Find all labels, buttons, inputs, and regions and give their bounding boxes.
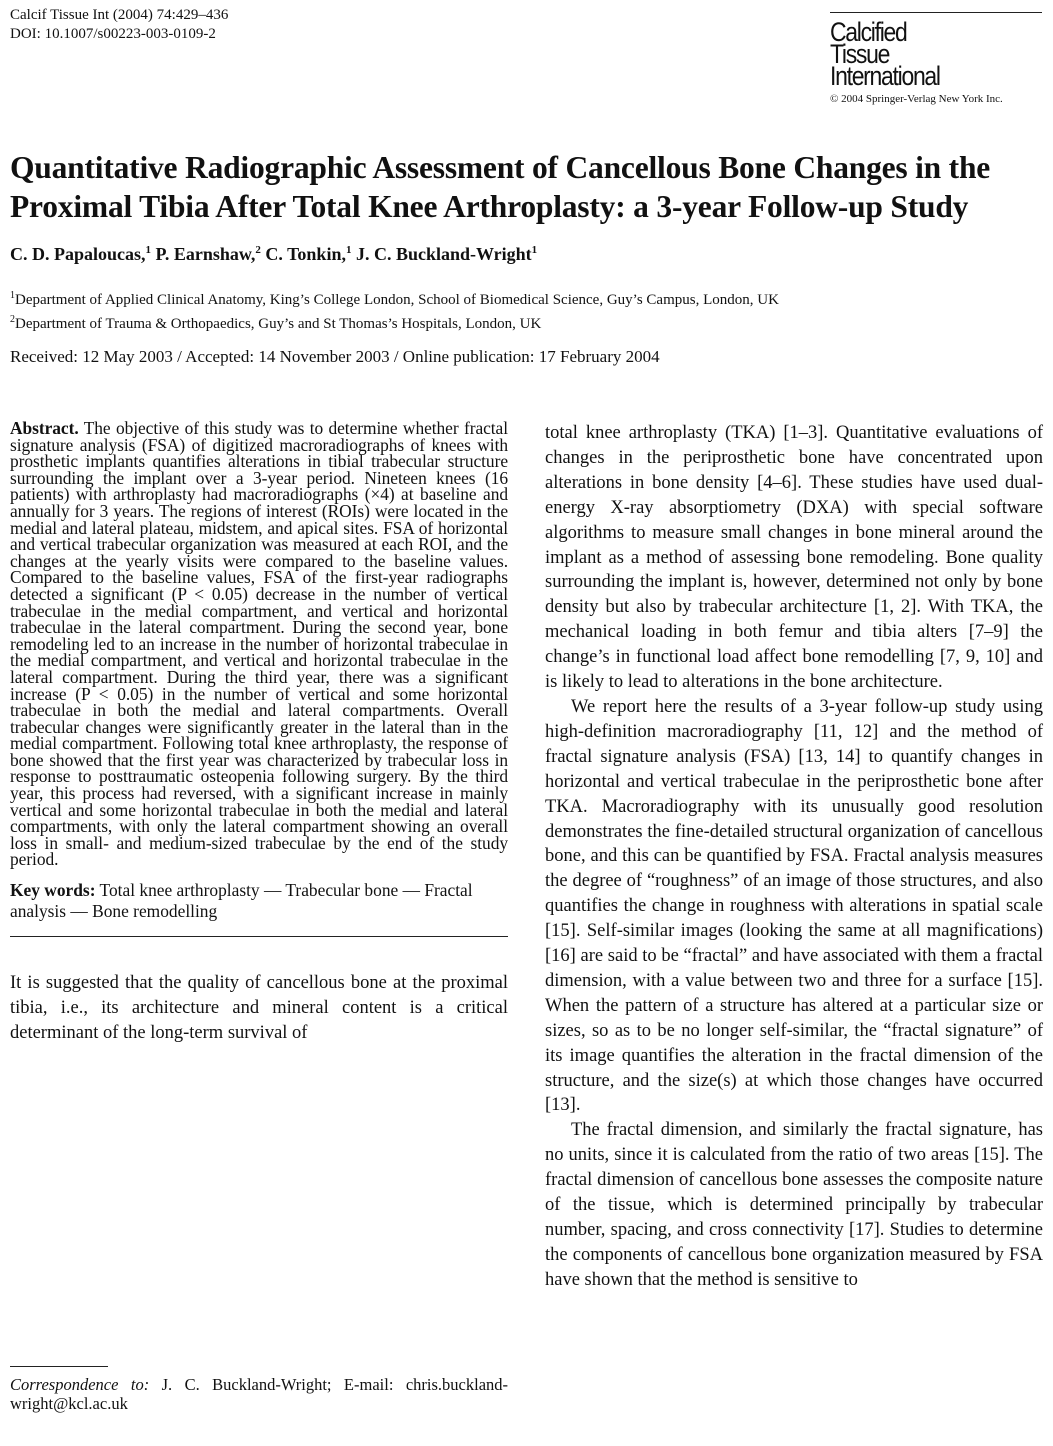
footnote-label: Correspondence to:: [10, 1375, 150, 1394]
author-affiliation-mark: 1: [145, 244, 152, 256]
section-divider: [10, 936, 508, 937]
journal-name-line-2: Tissue: [830, 39, 890, 69]
journal-name-line-1: Calcified: [830, 17, 907, 47]
author: J. C. Buckland-Wright: [355, 244, 532, 264]
right-column: [545, 421, 1043, 1293]
affiliations: [10, 286, 779, 334]
keywords: [10, 880, 508, 922]
body-paragraph: The fractal dimension, and similarly the fractal signature, has no units, since it is calculated from the ratio of two areas [15]. The fractal dimension of cancellous bone assesses the composite nature of the tissue, which is determined principally by trabecular number, spacing, and cross connectivity [17]. Studies to determine the components of cancellous bone organization measured by FSA have shown that the method is sensitive to: [545, 1120, 1043, 1290]
abstract: [10, 420, 508, 868]
footnote-text: J. C. Buckland-Wright; E-mail: chris.buckland-wright@kcl.ac.uk: [10, 1375, 509, 1413]
author-affiliation-mark: 2: [255, 244, 261, 256]
journal-name-line-3: International: [830, 61, 940, 91]
body-paragraph: total knee arthroplasty (TKA) [1–3]. Quantitative evaluations of changes in the periprosthetic bone have concentrated upon alterations in bone density [4–6]. These studies have used dual-energy X-ray absorptiometry (DXA) with special software algorithms to measure small changes in bone mineral around the implant as a method of assessing bone remodeling. Bone quality surrounding the implant is, however, determined not only by bone density but also by trabecular architecture [1, 2]. With TKA, the mechanical loading in both femur and tibia alters [7–9] the change’s in functional load affect bone remodelling [7, 9, 10] and is likely to lead to alterations in the bone architecture.: [545, 423, 1043, 693]
author-affiliation-mark: 1: [345, 244, 352, 256]
author: C. D. Papaloucas,: [10, 244, 146, 264]
journal-logo: [830, 12, 1042, 105]
affiliation: [10, 286, 779, 310]
journal-name: [830, 17, 1010, 91]
publication-dates: Received: 12 May 2003 / Accepted: 14 November 2003 / Online publication: 17 February 2004: [10, 347, 660, 366]
left-column: [10, 420, 508, 1046]
keywords-text: Total knee arthroplasty — Trabecular bone — Fractal analysis — Bone remodelling: [10, 880, 473, 922]
citation-header: [10, 6, 228, 44]
correspondence-footnote: [10, 1375, 508, 1413]
author: P. Earnshaw,: [155, 244, 256, 264]
affiliation-number: 2: [10, 314, 15, 325]
article-title: Quantitative Radiographic Assessment of Cancellous Bone Changes in the Proximal Tibia After Total Knee Arthroplasty: a 3-year Follow-up Study: [10, 150, 991, 224]
footnote-divider: [10, 1366, 108, 1367]
doi: DOI: 10.1007/s00223-003-0109-2: [10, 26, 216, 42]
journal-citation: Calcif Tissue Int (2004) 74:429–436: [10, 7, 229, 23]
abstract-text: The objective of this study was to determine whether fractal signature analysis (FSA) of digitized macroradiographs of knees with prosthetic implants quantifies alterations in tibial trabecular structure surrounding the implant over a 3-year period. Nineteen knees (16 patients) with arthroplasty had macroradiographs (×4) at baseline and annually for 3 years. The regions of interest (ROIs) were located in the medial and lateral plateau, midstem, and apical sites. FSA of horizontal and vertical trabecular organization was measured at each ROI, and the changes at the yearly visits were compared to the baseline values. Compared to the baseline values, FSA of the first-year radiographs detected a significant (P < 0.05) decrease in the number of vertical trabeculae in the medial compartment, and vertical and horizontal trabeculae in the lateral compartment. During the second year, bone remodeling led to an increase in the number of horizontal trabeculae in the medial compartment, and vertical and horizontal trabeculae in the lateral compartment. During the third year, there was a significant increase (P < 0.05) in the number of vertical and some horizontal trabeculae in both the medial and lateral compartments. Overall trabecular changes were significantly greater in the lateral than in the medial compartment. Following total knee arthroplasty, the response of bone showed that the first year was characterized by trabecular loss in response to posttraumatic osteopenia following surgery. By the third year, this process had reversed, with a significant increase in mainly vertical and some horizontal trabeculae in both the medial and lateral compartments, with only the lateral compartment showing an overall loss in small- and medium-sized trabeculae by the end of the study period.: [10, 418, 509, 870]
copyright-notice: © 2004 Springer-Verlag New York Inc.: [830, 93, 1003, 105]
introduction-paragraph: It is suggested that the quality of cancellous bone at the proximal tibia, i.e., its architecture and mineral content is a critical determinant of the long-term survival of: [10, 973, 508, 1044]
author-affiliation-mark: 1: [531, 244, 538, 256]
keywords-label: Key words:: [10, 880, 96, 901]
body-paragraph: We report here the results of a 3-year follow-up study using high-definition macroradiography [11, 12] and the method of fractal signature analysis (FSA) [13, 14] to quantify changes in horizontal and vertical trabeculae in the periprosthetic bone after TKA. Macroradiography with its unusually good resolution demonstrates the fine-detailed structural organization of cancellous bone, and this can be quantified by FSA. Fractal analysis measures the degree of “roughness” of an image of those structures, and also quantifies the change in roughness with alterations in spatial scale [15]. Self-similar images (looking the same at all magnifications) [16] are said to be “fractal” and have associated with them a fractal dimension, with a value between two and three for a surface [15]. When the pattern of a structure has altered at a particular size or sizes, so as to be no longer self-similar, the “fractal signature” of its image quantifies the alteration in the fractal dimension of the structure, and the size(s) at which those changes have occurred [13].: [545, 696, 1043, 1116]
affiliation-number: 1: [10, 290, 15, 301]
affiliation: [10, 310, 779, 334]
affiliation-text: Department of Trauma & Orthopaedics, Guy’s and St Thomas’s Hospitals, London, UK: [15, 316, 542, 332]
abstract-label: Abstract.: [10, 418, 79, 438]
author: C. Tonkin,: [265, 244, 346, 264]
author-list: [10, 244, 537, 265]
affiliation-text: Department of Applied Clinical Anatomy, King’s College London, School of Biomedical Science, Guy’s Campus, London, UK: [15, 292, 779, 308]
